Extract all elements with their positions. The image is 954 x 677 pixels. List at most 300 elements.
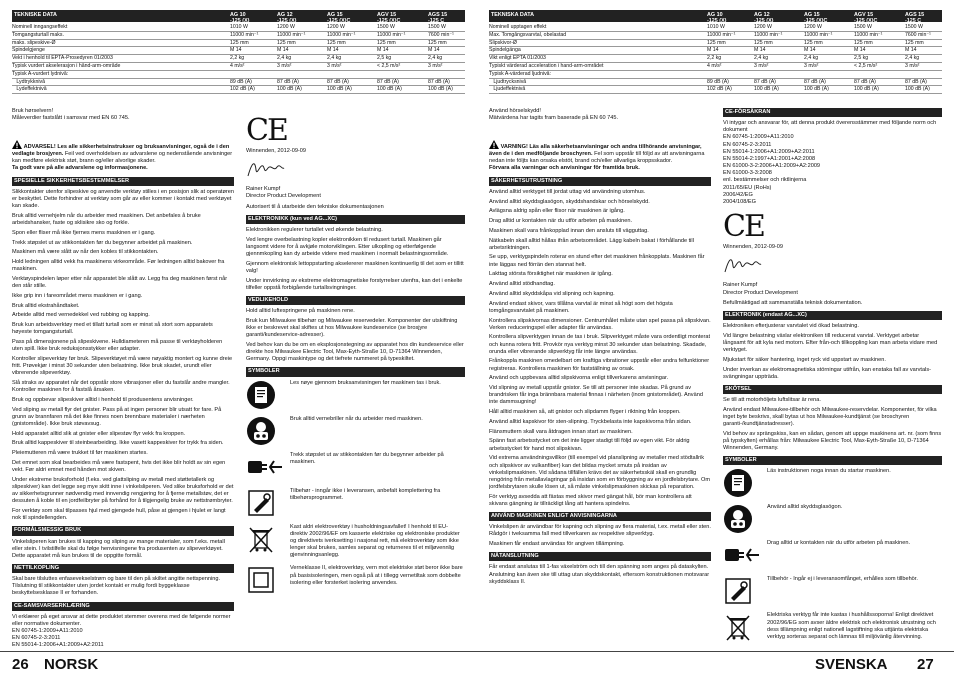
norm-line: EN 60745-2-3:2011 [12,635,61,642]
spec-value: 2,4 kg [754,55,769,62]
safety-paragraph: För verktyg avsedda att fästas med skivor med gängat hål, bör man kontrollera att skivans gängning är tillräckligt lång att hantera spindelns. [489,493,692,507]
section-title-safety: SPESIELLE SIKKERHETSBESTEMMELSER [12,177,234,186]
spec-note-hearing: Bruk hørselvern! [12,108,54,114]
maintenance-paragraph: Hold alltid luftespringene på maskinen rene. [246,308,355,315]
spec-value: 87 dB (A) [854,78,876,85]
maintenance-paragraph: Ved behov kan du be om en eksplosjonstegning av apparatet hos din kundeservice eller direkte hos Milwaukee Electric Tool, Max-Eyth-Straße 10, D-71364 Winnenden, Germany. Oppgi maskintype og det tiefrete nummeret på typeskiltet. [246,341,464,363]
safety-paragraph: Maskinen må være slått av når den kobles til stikkontakten. [12,249,159,256]
safety-paragraph: Trekk støpslet ut av stikkontakten før du begynner arbeidet på maskinen. [12,239,193,246]
section-title-use: ANVÄND MASKINEN ENLIGT ANVISNINGARNA [489,512,711,521]
spec-value: 4 m/s² [230,62,245,69]
model-ags15: AGS 15 -125 C [428,12,448,24]
use-text: Vinkelsliperen kan brukes til kapping og sliping av mange materialer, som f.eks. metall eller stein. I tvilstilfelle skal du følge henvisningene fra produsenten av slipeverktøyet. Dette apparatet må kun brukes til de oppgitte formål. [12,538,225,559]
norm-line: 2011/65/EU (RoHs) [723,184,772,191]
model-ags15: AGS 15 -125 C [905,12,925,24]
spec-row [12,86,465,94]
warning-icon [489,140,499,149]
section-title-safety: SÄKERHETSUTRUSTNING [489,177,711,186]
spec-value: 89 dB (A) [230,78,252,85]
spec-value: 1010 W [707,24,725,30]
spec-value: 1200 W [277,24,295,30]
ce-place-date: Winnenden, 2012-09-09 [723,244,784,251]
spec-value: 125 mm [707,39,726,46]
electronics-paragraph: Gjennom elektronisk lettoppstarting akselererer maskinen kontinuerlig til det som er tillitt valg! [246,260,464,274]
spec-value: 1500 W [905,24,923,30]
norm-line: 2006/42/EG [723,191,753,198]
warning-text: Feil ved overholdelsen av advarslene og nedenstående anvisninger kan medføre elektrisk støt, brann og/eller alvorlige skader. [12,151,233,165]
spec-value: 125 mm [277,39,296,46]
safety-paragraph: Använd alltid verktyget till jordat uttag vid användning utomhus. [489,188,646,195]
spec-value: 7600 min⁻¹ [428,31,454,38]
spec-value: M 14 [377,47,389,54]
warning-block [489,140,711,173]
tech-header [489,10,942,22]
ce-mark-icon: CE [246,116,287,148]
spec-row [12,79,465,87]
signer-authorization: Befullmäktigad att sammanställa teknisk dokumentation. [723,299,863,306]
symbol-list [723,468,942,648]
spec-value: 1200 W [804,24,822,30]
spec-value: 100 dB (A) [428,86,453,93]
spec-value: 1200 W [327,24,345,30]
spec-note-measure: Mätvärdena har tagits fram baserade på EN 60 745. [489,115,619,122]
maintenance-paragraph: Se till att motorhöljets luftslitsar är rena. [723,397,821,403]
section-title-ce: CE-SAMSVARSERKLÆRING [12,602,234,611]
spec-row [489,40,942,48]
spec-value: 3 m/s² [327,62,342,69]
spec-value: 102 dB (A) [230,86,255,93]
unplug-icon [246,452,284,482]
spec-row [489,79,942,87]
spec-label: Typisk A-vurdert lydnivå: [12,70,69,77]
spec-row [12,47,465,55]
spec-value: 11000 min⁻¹ [327,31,356,38]
spec-value: 11000 min⁻¹ [277,31,306,38]
spec-value: 11000 min⁻¹ [707,31,736,38]
spec-value: 100 dB (A) [804,86,829,93]
spec-label: Ljudeffektnivå [489,86,526,93]
symbol-text: Trekk støpslet ut av stikkontakten før du begynner arbeider på maskinen. [290,451,444,465]
spec-label: Nominell inngangseffekt [12,24,68,30]
safety-paragraph: Slikkontakter utenfor slipeskive og anvendte verktøy stilles i en posisjon slik at operatøren er beskyttet. Dette forhindrer at verktøy som går av eller kommer i kontakt med verktøyet kan skade. [12,188,234,210]
safety-paragraph: Hold ledningen alltid vekk fra maskinens virkeområde. Før ledningen alltid bakover fra maskinen. [12,259,225,273]
spec-value: 125 mm [377,39,396,46]
spec-value: 2,4 kg [327,55,342,62]
page-number: 27 [917,656,934,673]
warning-keep: Förvara alla varningar och anvisningar för framtida bruk. [489,165,640,172]
safety-paragraph: Håll alltid maskinen så, att gnistor och slipdamm flyger i riktning från kroppen. [489,409,681,416]
manual-icon [723,468,761,498]
spec-value: 3 m/s² [277,62,292,69]
spec-value: 100 dB (A) [377,86,402,93]
section-title-maintenance: VEDLIKEHOLD [246,296,465,305]
spec-value: 1500 W [428,24,446,30]
safety-paragraph: Slå straks av apparatet når det oppstår store vibrasjoner eller du fastslår andre mangler. Kontroller maskinen for å fastslå årsaken. [12,379,230,394]
spec-value: 100 dB (A) [327,86,352,93]
spec-row [12,71,465,79]
spec-value: 11000 min⁻¹ [377,31,406,38]
spec-table [12,24,465,94]
right-column [723,108,942,648]
spec-value: < 2,5 m/s² [377,62,401,69]
spec-value: 87 dB (A) [754,78,776,85]
spec-value: 3 m/s² [754,62,769,69]
spec-value: 100 dB (A) [754,86,779,93]
norm-line: EN 60745-1:2009+A11:2010 [12,628,83,635]
safety-paragraph: Använd alltid kapskivor för sten-slipning. Tryckbelasta inte kapskivorna från sidan. [489,418,692,425]
symbol-item [246,488,465,518]
norm-line: enl. bestämmelser och riktlinjerna [723,177,807,184]
section-title-ce: CE-FÖRSÄKRAN [723,108,942,117]
signer-authorization: Autorisert til å utarbeide den tekniske dokumentasjonen [246,203,384,210]
unplug-icon [723,540,761,570]
model-ag12: AG 12 -125 (X) [277,12,297,24]
spec-note-measure: Måleverdier fastslått i samsvar med EN 60 745. [12,115,130,122]
spec-label: Tomgangsturtall maks. [12,31,64,38]
norm-line: EN 61000-3-2:2006+A1:2009+A2:2009 [723,163,821,170]
safety-paragraph: Använd alltid skyddsglasögon, skyddshandskar och hörselskydd. [489,198,650,205]
left-column [489,140,711,648]
spec-label: Lydeffektnivå [12,86,47,93]
norm-line: EN 55014-2:1997+A1:2001+A2:2008 [723,155,816,162]
electronics-paragraphs [246,227,465,292]
norm-line: EN 60745-1:2009+A11:2010 [723,134,794,141]
spec-row [12,63,465,71]
spec-value: 1010 W [230,24,248,30]
safety-paragraph: Pass på dimensjonene på slipeskivene. Hulldiameteren må passe til verktøyholderen uten spill. Ikke bruk reduksjonsstykker eller adapter. [12,338,223,353]
safety-paragraph: Verktøyspindelen løper etter når apparatet ble slått av. Legg fra deg maskinen først når den står stille. [12,275,228,290]
page-footer [0,651,477,677]
symbol-text: Verneklasse II, elektroverktøy, vern mot elektriske støt beror ikke bare på basisisoleringen, men også på at i tillegg vernetiltak som dobbelte isolering eller forsterket isolering anvendes. [290,565,463,586]
symbol-text: Kast aldri elektroverktøy i husholdningsavfallet! I henhold til EU-direktiv 2002/96/EF om kasserte elektriske og elektroniske produkter og direktivets iverksetting i nasjonal rett, må elektroverktøy som ikke lenger skal brukes, samles separat og returneres til et miljøvennlig gjenvinningsanlegg. [290,523,460,559]
safety-paragraph: For verktøy som skal tilpasses hjul med gjengede hull, påse at gjengen i hjulet er langt nok til spindellengden. [12,508,226,522]
safety-paragraph: Bruk alltid ekstrahåndtaket. [12,302,80,309]
spec-value: 4 m/s² [707,62,722,69]
spec-label: maks. slipeskive-Ø [12,39,56,46]
spec-label: Nominell upptagen effekt [489,24,547,30]
accessory-icon [723,576,761,606]
signer-name: Rainer Kumpf [246,186,281,193]
signature-icon [246,158,286,180]
ce-place-date: Winnenden, 2012-09-09 [246,148,307,154]
warning-text: Fel som uppstår till följd av att anvisningarna nedan inte följts kan orsaka elstöt, brand och/eller allvarliga kroppsskador. [489,151,705,165]
warning-keep: Ta godt vare på alle advarslene og informasjonene. [12,165,148,172]
spec-value: < 2,5 m/s² [854,62,878,69]
signer-title: Director Product Development [246,193,321,200]
safety-paragraph: Bruk kun arbeidsverktøy med et tillatt turtall som er minst så stort som apparatets høyeste tomgangsturtall. [12,322,213,336]
tech-title: TEKNISKE DATA [14,12,57,18]
maintenance-paragraphs [723,397,942,452]
spec-row [12,24,465,32]
symbol-text: Använd alltid skyddsglasögon. [767,504,843,511]
spec-value: M 14 [854,47,866,54]
safety-paragraph: Se upp, verktygspindeln roterar en stund efter det maskinen frånkopplats. Maskinen får inte läggas ned förrän den stannat helt. [489,254,705,268]
spec-note-hearing: Använd hörselskydd! [489,108,541,114]
spec-value: 87 dB (A) [277,78,299,85]
safety-paragraph: Bruk alltid vernehjelm når du arbeider med maskinen. Det anbefales å bruke arbeidshansker, faste og sklisikre sko og forkle. [12,212,201,226]
tech-header [12,10,465,22]
symbol-item [246,452,465,482]
spec-row [489,32,942,40]
spec-value: 87 dB (A) [804,78,826,85]
spec-value: 3 m/s² [428,62,443,69]
spec-value: 11000 min⁻¹ [754,31,783,38]
spec-value: 7600 min⁻¹ [905,31,931,38]
safety-paragraph: Spänn fast arbetsstycket om det inte ligger stadigt till följd av egen vikt. För aldrig arbetsstycket för hand mot slipskivan. [489,438,690,452]
spec-value: 125 mm [905,39,924,46]
spec-value: 100 dB (A) [277,86,302,93]
section-title-use: FORMÅLSMESSIG BRUK [12,526,234,535]
spec-value: 100 dB (A) [905,86,930,93]
manual-icon [246,380,284,410]
symbol-text: Tillbehör - Ingår ej i leveransomfånget, erhålles som tillbehör. [767,576,918,583]
spec-label: Spindelgjenge [12,47,45,54]
safety-paragraph: Lakttag största försiktighet när maskinen är igång. [489,271,613,278]
spec-value: 3 m/s² [905,62,920,69]
maintenance-paragraphs [246,308,465,363]
spec-value: 87 dB (A) [327,78,349,85]
spec-value: 2,4 kg [428,55,443,62]
spec-value: 1500 W [377,24,395,30]
signer-name: Rainer Kumpf [723,282,758,289]
spec-value: M 14 [707,47,719,54]
spec-value: M 14 [230,47,242,54]
spec-value: 2,4 kg [804,55,819,62]
symbol-item [723,576,942,606]
safety-paragraph: Vid extrema användningsvillkor (till exempel vid planslipning av metaller med stödtallrik och slipskivor av vulkanfiber) kan det bildas mycket smuts på insidan av vinkelslipmaskinen. Vid sådana tillfällen krävs det av säkerhetsskäl skall en grundlig rengöring från metallavlagringar på insidan som en förbyggning av en jordfelsbrytare. Om jordfelsbrytaren skulle lösen ut, så måste vinkelslipmaskinen skickas på reparation. [489,455,711,490]
symbol-text: Tilbehør - inngår ikke i leveransen, anbefalt komplettering fra tilbehørsprogrammet. [290,487,441,501]
model-ag12: AG 12 -125 (X) [754,12,774,24]
spec-value: M 14 [804,47,816,54]
spec-label: Max. Tomgångsvarvtal, obelastad [489,31,567,38]
spec-row [489,55,942,63]
ce-text: Vi erklærer på eget ansvar at dette produktet stemmer overens med de følgende normer eller normative dokumenter. [12,613,231,627]
safety-paragraph: Avlägsna aldrig spån eller flisor när maskinen är igång. [489,208,625,215]
spec-value: 3 m/s² [804,62,819,69]
symbol-text: Drag alltid ur kontakten när du utför arbeten på maskinen. [767,540,911,547]
warning-block [12,140,234,173]
spec-value: 2,2 kg [707,55,722,62]
spec-label: Vekt i henhold til EPTA-Prosedyren 01/2003 [12,55,113,62]
accessory-icon [246,488,284,518]
safety-paragraph: Ikke grip inn i fareområdet mens maskinen er i gang. [12,292,143,299]
right-column [246,116,465,648]
spec-label: Vikt enligt EPTA 01/2003 [489,55,546,62]
page-number: 26 [12,656,29,673]
norm-line: EN 60745-2-3:2011 [723,141,772,148]
norm-line: EN 61000-3-3:2008 [723,170,772,177]
mains-text: Skal bare tilsluttes enfasevekselstrøm og bare til den på skiltet angitte nettspenning. Tilslutning til stikkontakter uten jordet kontakt er mulig fordi byggeklasse beskyttelsesklasse II er forhanden. [12,576,221,597]
safety-paragraph: Frånkoppla maskinen omedelbart om kraftiga vibrationer uppstår eller andra felfunktioner registreras. Kontrollera maskinen för fastställning av orsak. [489,358,710,372]
ce-norms [12,628,234,648]
section-title-symbols: SYMBOLER [246,367,465,376]
spec-row [489,63,942,71]
safety-paragraph: Kontrollera slipverktygen innan de tas i bruk. Slipverktyget måste vara ordentligt monterat och kunna rotera fritt. Provkör nya verktyg minst 30 sekunder utan belastning. Skadade, orunda eller vibrerande slipverktyg får inte längre användas. [489,334,711,355]
left-column [12,140,234,648]
electronics-paragraph: Elektronikken regulerer turtallet ved økende belastning. [246,226,383,233]
symbol-item [723,468,942,498]
spec-value: 1200 W [754,24,772,30]
spec-label: Slipskivor-Ø [489,39,517,46]
spec-row [489,47,942,55]
safety-paragraph: Pleiemutteren må være trukket til før maskinen startes. [12,450,148,457]
safety-paragraph: Maskinen skall vara frånkopplad innan den ansluts till vägguttag. [489,227,649,234]
model-ag15: AG 15 -125 (X)C [327,12,351,24]
spec-value: 2,2 kg [230,55,245,62]
symbol-item [246,524,465,560]
safety-paragraph: Kontroller slipeverktøy før bruk. Slipeverktøyet må være nøyaktig montert og kunne dreie fritt. Prøvekjør i minst 30 sekunder uten belastning. Ikke bruk skadet, urundt eller vibrerende slipeverktøy. [12,355,233,377]
page-language: NORSK [44,656,99,673]
norm-line: EN 55014-1:2006+A1:2009+A2:2011 [12,642,104,648]
norm-line: EN 55014-1:2006+A1:2009+A2:2011 [723,148,815,155]
spec-table [489,24,942,94]
symbol-item [723,612,942,642]
spec-row [12,32,465,40]
symbol-item [723,540,942,570]
electronics-paragraphs [723,323,942,381]
section-title-electronics: ELEKTRONIKK (kun ved AG...XC) [246,215,465,224]
safety-paragraphs [12,189,234,523]
spec-value: 87 dB (A) [905,78,927,85]
signature-icon [723,254,763,276]
ce-norms [723,134,942,206]
safety-paragraph: Använd alltid stödhandtag. [489,281,555,288]
spec-label: Typisk A-värderad ljudnivå: [489,70,551,77]
spec-value: 102 dB (A) [707,86,732,93]
safety-paragraph: Ved sliping av metall flyr det gnister. Pass på at ingen personer blir utsatt for fare. På grunn av brannfaren må det ikke finnes noen brennbare materialer i nærheten (gnistområde). Ikke bruk støvavsug. [12,406,222,427]
spec-value: 125 mm [230,39,249,46]
spec-value: 125 mm [327,39,346,46]
spec-value: M 14 [428,47,440,54]
signer-title: Director Product Development [723,289,798,296]
maintenance-paragraph: Använd endast Milwaukee-tillbehör och Milwaukee-reservdelar. Komponenter, för vilka inget byte beskrivs, skall bytas ut hos Milwaukee-kundtjänst (se broschyren garanti-/kundtjänstadresser). [723,406,937,428]
electronics-paragraph: Elektroniken efterjusterar varvtalet vid ökad belastning. [723,322,859,329]
spec-label: Spindelgänga [489,47,521,54]
class-ii-icon [246,565,284,595]
safety-paragraph: Nätkabeln skall alltid hållas ifrån arbetsområdet. Lägg kabeln bakat i förhållande till arbetsriktningen. [489,237,694,251]
spec-label: Ljudtrycksnivå [489,78,527,85]
use-text-2: Maskinen får endast användas för angiven tillämpning. [489,541,625,548]
symbol-item [246,416,465,446]
electronics-paragraph: Under innvirkning av ekstreme elektromagnetiske forstyrrelser utenfra, kan det i enkelte tilfeller oppstå forbigående turtallsvingninger. [246,277,463,291]
model-ag10: AG 10 -125 (X) [707,12,727,24]
safety-paragraphs [489,189,711,508]
safety-paragraph: Under ekstreme bruksforhold (f.eks. ved glattsliping av metall med støttetallerk og slipeskiver) kan det legge seg mye skitt inne i vinkelsliperen. Ved slike bruksforhold er det av sikkerhetsgrunner nødvendig med innvendig rengjøring for å fjerne metallstøv, det er dessuten å koble til en jordfeilbryter på forhånd for å tilgjengelig bruke av nettstrømbryter. [12,476,234,505]
goggles-icon [246,416,284,446]
electronics-paragraph: Under inverkan av elektromagnetiska störningar utifrån, kan enstaka fall av varvtals-svängningar uppträda. [723,366,932,380]
symbol-text: Läs instruktionen noga innan du startar maskinen. [767,468,891,475]
spec-value: 2,4 kg [277,55,292,62]
spec-value: M 14 [277,47,289,54]
symbol-text: Bruk alltid vernebriller når du arbeider med maskinen. [290,415,423,422]
use-text: Vinkelslipen är användbar för kapning och slipning av flera material, t.ex. metall eller sten. Rådgör i tveksamma fall med tillverkaren av respektive slipverktyg. [489,524,711,538]
safety-paragraph: Bruk alltid kappeskiver til steinbearbeiding. Ikke vasett kappeskiver for trykk fra siden. [12,440,224,447]
warning-heading: ADVARSEL! Les alle sikkerhetsinstrukser og bruksanvisninger, også de i den vedlagte brosjyren. [12,144,230,158]
section-title-mains: NÄTANSLUTNING [489,552,711,561]
symbol-text: Elektriska verktyg får inte kastas i hushållssoporna! Enligt direktivet 2002/96/EG som avser äldre elektrisk och elektronisk utrustning och dess tillämpning enligt nationell lagstiftning ska uttjänta elektriska verktyg sorteras separat och lämnas till miljövänlig återvinning. [767,612,936,640]
section-title-symbols: SYMBOLER [723,456,942,465]
safety-paragraph: Det emnet som skal bearbeides må være fastspent, hvis det ikke blir holdt av sin egen vekt. Før aldri emnet med hånden mot skiven. [12,459,226,474]
weee-bin-icon [246,524,284,554]
warning-icon [12,140,22,149]
section-title-maintenance: SKÖTSEL [723,385,942,394]
spec-value: 2,5 kg [377,55,392,62]
safety-paragraph: Använd alltid skyddskåpa vid slipning och kapning. [489,290,615,297]
spec-value: 87 dB (A) [377,78,399,85]
ce-text: Vi intygar och ansvarar för, att denna produkt överensstämmer med följande norm och dokument [723,120,937,134]
spec-row [489,86,942,94]
spec-value: 89 dB (A) [707,78,729,85]
spec-label: Typiskt värderad acceleration i hand-arm-området [489,62,604,69]
spec-value: 1500 W [854,24,872,30]
maintenance-paragraph: Vid behov av sprängskiss, kan en sådan, genom att uppge maskinens art. nr. (som finns på typskylten) erhållas från: Milwaukee Electric Tool, Max-Eyth-Straße 10, D-71364 Winnenden, Germany. [723,430,942,452]
maintenance-paragraph: Bruk kun Milwaukee tilbehør og Milwaukee reservedeler. Komponenter der utskiftning ikke er beskrevet skal skiftes ut hos Milwaukee kundeservice (se brosjyre garanti/kundeservice-adresser). [246,317,458,339]
safety-paragraph: Drag alltid ur kontakten när du utför arbeten på maskinen. [489,218,633,225]
warning-heading: VARNING! Läs alla säkerhetsanvisningar och andra tillhörande anvisningar, även de i den medföljande broschyren. [489,144,702,158]
spec-value: 125 mm [754,39,773,46]
model-agv15: AGV 15 -125 (X)C [377,12,401,24]
symbol-text: Les nøye gjennom bruksanvisningen før maskinen tas i bruk. [290,379,441,386]
electronics-paragraph: Ved lengre overbelastning kopler elektronikken til redusert turtall. Maskinen går langsomt videre for å avkjøle motorviklingen. Etter ulkopling og etterfølgende gjennmkopling kan dy arbeide videre med maskinen i normalt belastningsområde. [246,236,449,257]
spec-value: 2,5 kg [854,55,869,62]
weee-bin-icon [723,612,761,642]
safety-paragraph: Bruk og oppbevar slipeskiver alltid i henhold til produsentens anvisninger. [12,396,194,403]
ce-mark-icon: CE [723,209,764,245]
safety-paragraph: Använd endast skivor, vars tillåtna varvtal är minst så högt som det högsta tomgångsvarvtalet på maskinen. [489,300,673,314]
spec-row [489,24,942,32]
goggles-icon [723,504,761,534]
model-ag15: AG 15 -125 (X)C [804,12,828,24]
norm-line: 2004/108/EG [723,198,756,205]
model-ag10: AG 10 -125 (X) [230,12,250,24]
mains-text: Får endast anslutas till 1-fas växelström och till den spänning som anges på dataskylten. Anslutning kan även ske till uttag utan skyddskontakt, eftersom konstruktionen motsvarar skyddsklass II. [489,564,710,585]
spec-value: M 14 [327,47,339,54]
spec-value: 125 mm [428,39,447,46]
page-svenska [477,0,954,677]
spec-value: M 14 [754,47,766,54]
symbol-item [723,504,942,534]
spec-value: 11000 min⁻¹ [804,31,833,38]
safety-paragraph: Kontrollera slipskivornas dimensioner. Centrumhålet måste utan spel passa på slipskivan. Verken reduceringspel eller adapter får användas. [489,317,711,331]
section-title-mains: NETTILKOPLING [12,564,234,573]
spec-value: 100 dB (A) [854,86,879,93]
page-language: SVENSKA [815,656,888,673]
spec-value: 125 mm [804,39,823,46]
spec-value: 87 dB (A) [428,78,450,85]
spec-value: 125 mm [854,39,873,46]
spec-value: 11000 min⁻¹ [230,31,259,38]
page-footer [477,651,954,677]
spec-row [12,55,465,63]
symbol-item [246,380,465,410]
safety-paragraph: Använd och uppbevara alltid slipskivorna enligt tillverkarens anvisningar. [489,375,669,382]
safety-paragraph: Flänsmuttern skall vara åtdragen innan start av maskinen. [489,428,633,435]
electronics-paragraph: Vid längre belastning växlar elektroniken till reducerat varvtal. Verktyget arbetar långsamt för att kyla ned motorn. Efter från-och tillkoppling kan man arbeta vidare med verktyget. [723,332,938,354]
safety-paragraph: Hold apparatet alltid slik at gnister eller slipestøv flyr vekk fra kroppen. [12,430,186,437]
spec-label: Lydtrykknivå [12,78,45,85]
symbol-list [246,380,465,596]
safety-paragraph: Spon eller fliser må ikke fjernes mens maskinen er i gang. [12,229,156,236]
symbol-item [246,565,465,595]
safety-paragraph: Vid slipning av metall uppstår gnistor. Se till att personer inte skadas. På grund av brandrisken får inga brännbara material finnas i närheten (inom gnistområdet). Använd inte dammsugning! [489,385,703,406]
section-title-electronics: ELEKTRONIK (endast AG...XC) [723,311,942,320]
model-agv15: AGV 15 -125 (X)C [854,12,878,24]
tech-title: TEKNISKA DATA [491,12,535,18]
spec-value: 11000 min⁻¹ [854,31,883,38]
spec-label: Typisk vurdert akselerasjon i hånd-arm-område [12,62,121,69]
safety-paragraph: Arbeide alltid med vernedekkel ved rubbing og kapping. [12,312,150,319]
spec-row [489,71,942,79]
